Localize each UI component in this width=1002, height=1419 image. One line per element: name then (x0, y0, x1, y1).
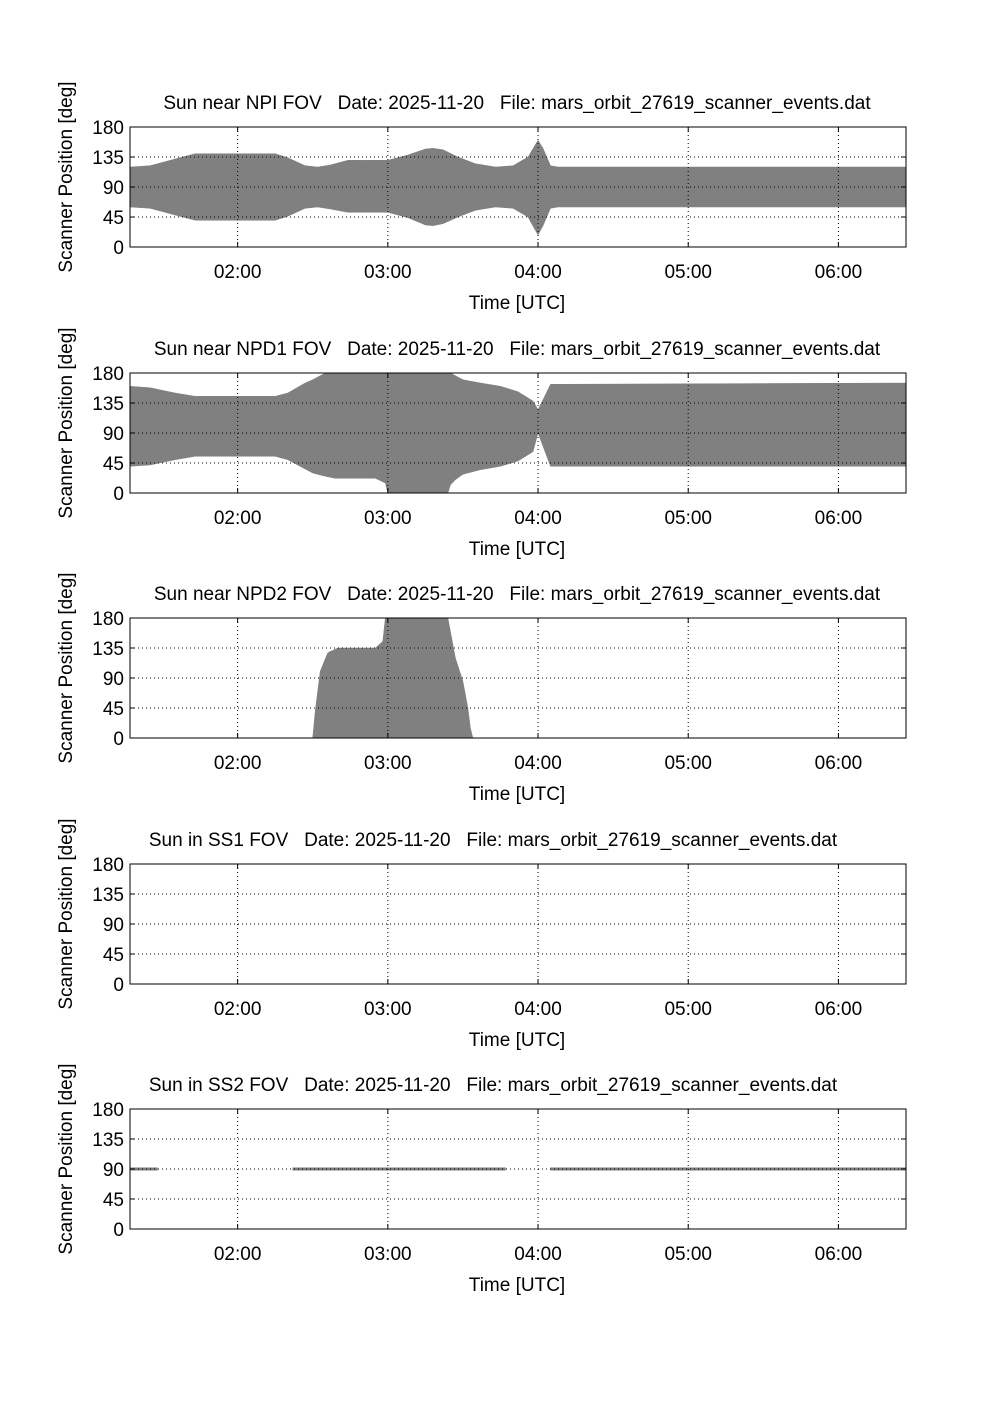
y-axis-label: Scanner Position [deg] (56, 572, 77, 764)
y-tick-label: 0 (113, 729, 124, 750)
y-tick-label: 0 (113, 238, 124, 259)
panel-title: Sun near NPD1 FOV Date: 2025-11-20 File: mars_orbit_27619_scanner_events.dat (153, 339, 881, 360)
x-tick-label: 04:00 (514, 262, 562, 283)
x-tick-label: 06:00 (814, 262, 863, 283)
y-tick-label: 90 (102, 669, 124, 690)
x-tick-label: 04:00 (514, 999, 562, 1020)
y-tick-label: 180 (92, 118, 124, 139)
x-tick-label: 03:00 (364, 1244, 412, 1265)
y-tick-label: 0 (113, 484, 124, 505)
y-tick-label: 90 (102, 1160, 124, 1181)
x-axis-label: Time [UTC] (468, 293, 566, 314)
y-axis-label: Scanner Position [deg] (56, 818, 77, 1010)
x-axis-label: Time [UTC] (468, 784, 566, 805)
x-tick-label: 06:00 (814, 753, 863, 774)
y-tick-label: 135 (92, 1130, 124, 1151)
x-tick-label: 03:00 (364, 508, 412, 529)
panel-title: Sun near NPI FOV Date: 2025-11-20 File: mars_orbit_27619_scanner_events.dat (163, 93, 871, 114)
y-tick-label: 45 (102, 454, 124, 475)
x-tick-label: 05:00 (664, 753, 712, 774)
y-tick-label: 180 (92, 855, 124, 876)
panel-title: Sun in SS1 FOV Date: 2025-11-20 File: mars_orbit_27619_scanner_events.dat (148, 830, 838, 851)
x-tick-label: 02:00 (213, 753, 262, 774)
y-axis-label: Scanner Position [deg] (56, 81, 77, 273)
x-axis-label: Time [UTC] (468, 539, 566, 560)
y-tick-label: 180 (92, 1100, 124, 1121)
x-tick-label: 04:00 (514, 753, 562, 774)
x-tick-label: 04:00 (514, 508, 562, 529)
series-band-3 (551, 1168, 907, 1171)
panel-title: Sun near NPD2 FOV Date: 2025-11-20 File: mars_orbit_27619_scanner_events.dat (153, 584, 881, 605)
y-axis-label: Scanner Position [deg] (56, 327, 77, 519)
x-tick-label: 02:00 (213, 262, 262, 283)
y-tick-label: 135 (92, 885, 124, 906)
x-tick-label: 05:00 (664, 262, 712, 283)
y-tick-label: 180 (92, 609, 124, 630)
y-tick-label: 90 (102, 424, 124, 445)
x-tick-label: 06:00 (814, 508, 863, 529)
y-axis-label: Scanner Position [deg] (56, 1063, 77, 1255)
x-tick-label: 03:00 (364, 753, 412, 774)
x-axis-label: Time [UTC] (468, 1275, 566, 1296)
y-tick-label: 90 (102, 915, 124, 936)
y-tick-label: 0 (113, 975, 124, 996)
x-tick-label: 05:00 (664, 1244, 712, 1265)
x-tick-label: 06:00 (814, 999, 863, 1020)
panel-title: Sun in SS2 FOV Date: 2025-11-20 File: mars_orbit_27619_scanner_events.dat (148, 1075, 838, 1096)
y-tick-label: 135 (92, 639, 124, 660)
y-tick-label: 135 (92, 148, 124, 169)
x-tick-label: 02:00 (213, 999, 262, 1020)
series-band-2 (293, 1168, 506, 1171)
y-tick-label: 135 (92, 394, 124, 415)
x-axis-label: Time [UTC] (468, 1030, 566, 1051)
x-tick-label: 03:00 (364, 999, 412, 1020)
y-tick-label: 45 (102, 699, 124, 720)
y-tick-label: 180 (92, 364, 124, 385)
y-tick-label: 90 (102, 178, 124, 199)
x-tick-label: 05:00 (664, 999, 712, 1020)
y-tick-label: 45 (102, 208, 124, 229)
y-tick-label: 45 (102, 945, 124, 966)
x-tick-label: 04:00 (514, 1244, 562, 1265)
x-tick-label: 02:00 (213, 508, 262, 529)
x-tick-label: 05:00 (664, 508, 712, 529)
y-tick-label: 45 (102, 1190, 124, 1211)
x-tick-label: 02:00 (213, 1244, 262, 1265)
x-tick-label: 06:00 (814, 1244, 863, 1265)
y-tick-label: 0 (113, 1220, 124, 1241)
x-tick-label: 03:00 (364, 262, 412, 283)
